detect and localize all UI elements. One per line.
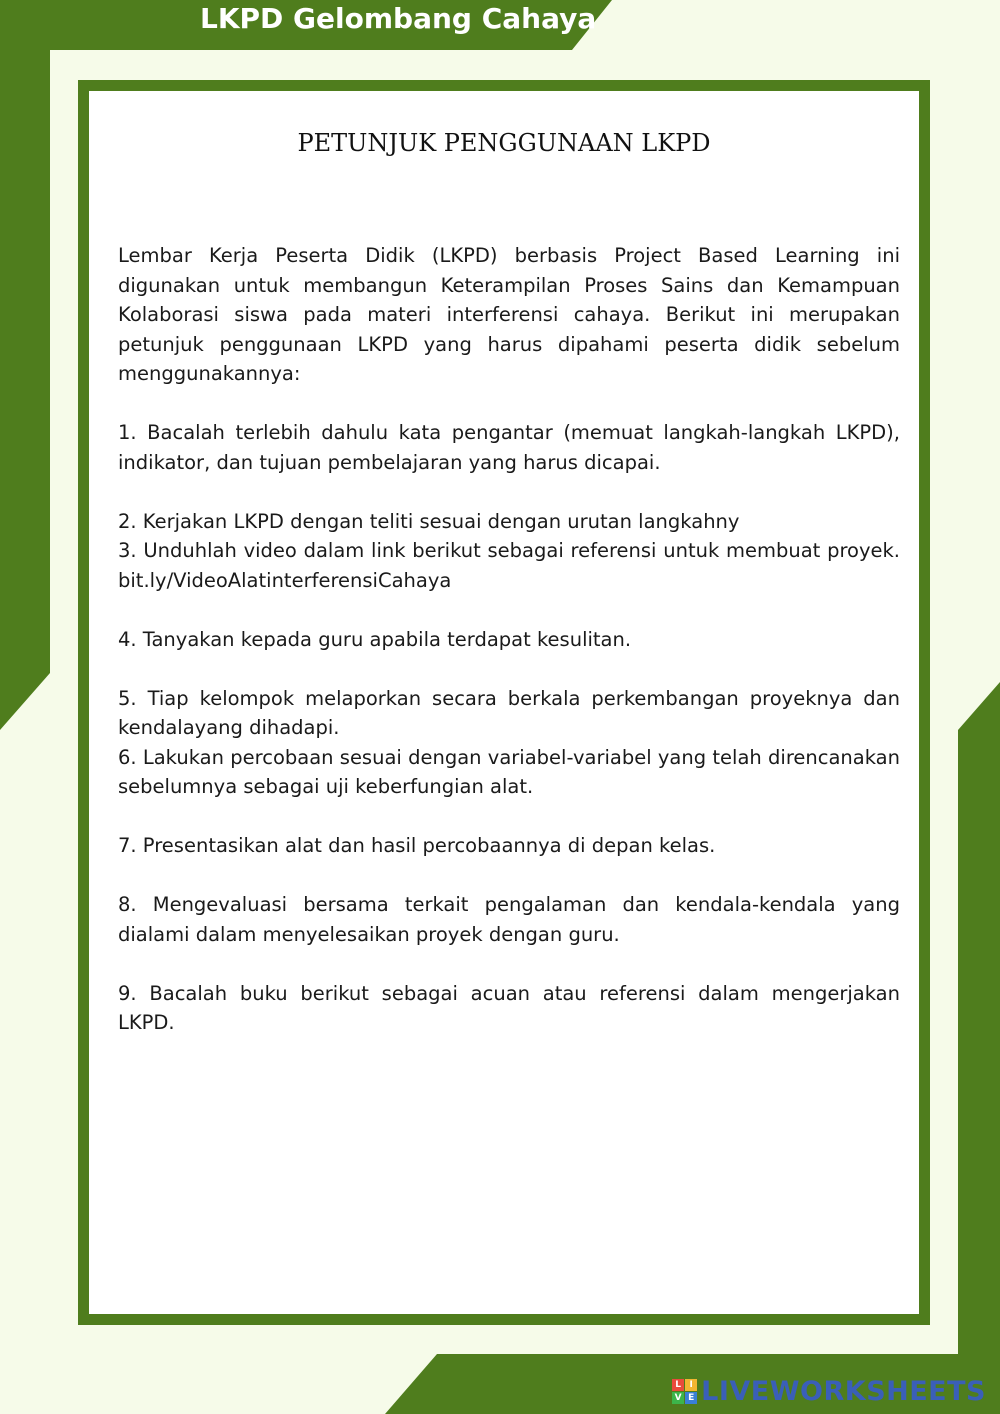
step-4: 4. Tanyakan kepada guru apabila terdapat kesulitan.: [118, 627, 632, 651]
step-2: 2. Kerjakan LKPD dengan teliti sesuai dengan urutan langkahny: [118, 509, 740, 533]
logo-letter: L: [672, 1379, 684, 1391]
logo-letter: E: [685, 1392, 697, 1404]
step-9: 9. Bacalah buku berikut sebagai acuan atau referensi dalam mengerjakan LKPD.: [118, 981, 900, 1034]
step-6: 6. Lakukan percobaan sesuai dengan variabel-variabel yang telah direncanakan sebelumnya sebagai uji keberfungian alat.: [118, 745, 900, 798]
logo-letter: V: [672, 1392, 684, 1404]
logo-letter: I: [685, 1379, 697, 1391]
liveworksheets-brand[interactable]: [672, 1376, 986, 1406]
step-1: 1. Bacalah terlebih dahulu kata pengantar (memuat langkah-langkah LKPD), indikator, dan tujuan pembelajaran yang harus dicapai.: [118, 421, 900, 474]
step-8: 8. Mengevaluasi bersama terkait pengalaman dan kendala-kendala yang dialami dalam menyelesaikan proyek dengan guru.: [118, 893, 900, 946]
intro-paragraph: Lembar Kerja Peserta Didik (LKPD) berbasis Project Based Learning ini digunakan untuk membangun Keterampilan Proses Sains dan Kemampuan Kolaborasi siswa pada materi interferensi cahaya. Berikut ini merupakan petunjuk penggunaan LKPD yang harus dipahami peserta didik sebelum menggunakannya:: [118, 244, 900, 385]
liveworksheets-logo-icon: [672, 1379, 697, 1404]
header-title: LKPD Gelombang Cahaya: [200, 2, 597, 35]
instruction-content: [118, 241, 900, 1038]
card-title: PETUNJUK PENGGUNAAN LKPD: [297, 129, 711, 157]
step-7: 7. Presentasikan alat dan hasil percobaannya di depan kelas.: [118, 834, 716, 857]
brand-text: LIVEWORKSHEETS: [701, 1375, 986, 1407]
instruction-card: [78, 80, 930, 1325]
right-border-band: [958, 682, 1000, 1414]
step-3: 3. Unduhlah video dalam link berikut sebagai referensi untuk membuat proyek. bit.ly/VideoAlatinterferensiCahaya: [118, 539, 900, 592]
step-5: 5. Tiap kelompok melaporkan secara berkala perkembangan proyeknya dan kendalayang dihadapi.: [118, 686, 900, 739]
